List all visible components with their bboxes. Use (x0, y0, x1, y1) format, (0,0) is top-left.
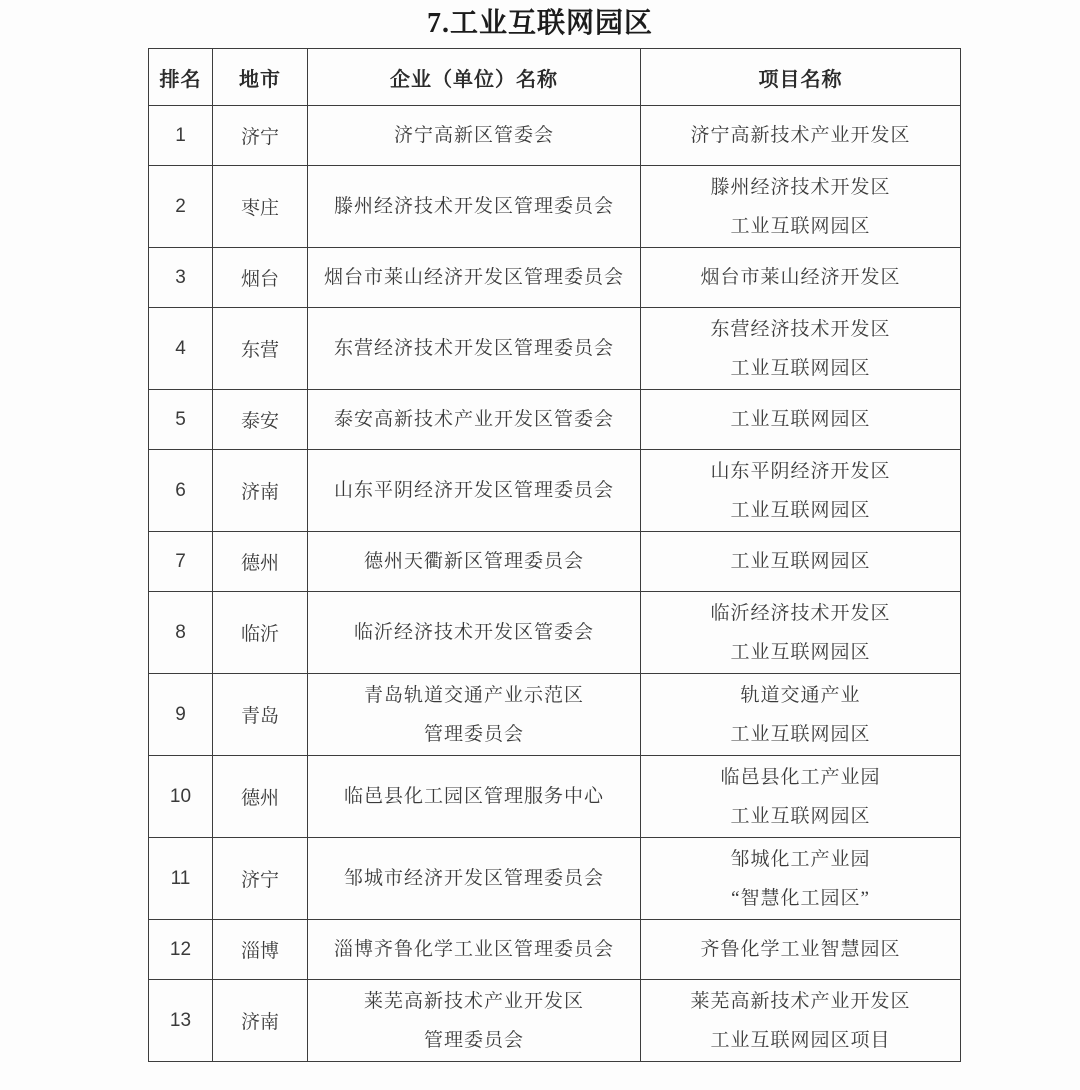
city-cell: 济宁 (213, 106, 308, 166)
company-cell-line: 山东平阴经济开发区管理委员会 (333, 480, 614, 501)
rank-cell: 13 (149, 980, 213, 1062)
project-cell (641, 592, 961, 674)
project-cell-line: 工业互联网园区 (730, 409, 871, 430)
project-cell-line: 山东平阴经济开发区 (710, 460, 891, 482)
project-cell (641, 920, 961, 980)
project-cell (641, 166, 961, 248)
table-row (149, 920, 961, 980)
company-cell (308, 980, 641, 1062)
project-cell (641, 248, 961, 308)
page-title: 7.工业互联网园区 (426, 8, 653, 39)
header-project: 项目名称 (641, 49, 961, 106)
table-row (149, 980, 961, 1062)
company-cell (308, 532, 641, 592)
company-cell-line: 临沂经济技术开发区管委会 (353, 622, 594, 643)
company-cell (308, 920, 641, 980)
project-cell-line: 工业互联网园区项目 (710, 1029, 891, 1051)
table-row (149, 532, 961, 592)
rank-cell: 3 (149, 248, 213, 308)
rank-cell: 8 (149, 592, 213, 674)
project-cell-line: 工业互联网园区 (730, 215, 871, 237)
company-cell (308, 592, 641, 674)
company-cell-line: 东营经济技术开发区管理委员会 (333, 338, 614, 359)
table-header (149, 49, 961, 106)
header-rank: 排名 (149, 49, 213, 106)
project-cell (641, 450, 961, 532)
table-row (149, 106, 961, 166)
city-cell: 济宁 (213, 838, 308, 920)
project-cell (641, 980, 961, 1062)
city-cell: 烟台 (213, 248, 308, 308)
company-cell-line: 德州天衢新区管理委员会 (363, 551, 584, 572)
city-cell: 青岛 (213, 674, 308, 756)
company-cell (308, 756, 641, 838)
rank-cell: 9 (149, 674, 213, 756)
company-cell-line: 邹城市经济开发区管理委员会 (343, 868, 604, 889)
rank-cell: 1 (149, 106, 213, 166)
ranking-table (148, 48, 961, 1062)
header-row (149, 49, 961, 106)
project-cell-line: “智慧化工园区” (731, 887, 870, 909)
project-cell-line: 滕州经济技术开发区 (710, 176, 891, 198)
company-cell (308, 248, 641, 308)
rank-cell: 4 (149, 308, 213, 390)
city-cell: 枣庄 (213, 166, 308, 248)
project-cell (641, 756, 961, 838)
ranking-table-wrap (148, 48, 960, 1062)
table-row (149, 308, 961, 390)
company-cell (308, 674, 641, 756)
project-cell (641, 838, 961, 920)
company-cell (308, 838, 641, 920)
project-cell (641, 106, 961, 166)
rank-cell: 5 (149, 390, 213, 450)
company-cell-line: 滕州经济技术开发区管理委员会 (333, 196, 614, 217)
city-cell: 泰安 (213, 390, 308, 450)
city-cell: 淄博 (213, 920, 308, 980)
company-cell-line: 莱芜高新技术产业开发区 (363, 990, 584, 1012)
project-cell-line: 临邑县化工产业园 (720, 766, 881, 788)
company-cell-line: 淄博齐鲁化学工业区管理委员会 (333, 939, 614, 960)
project-cell-line: 工业互联网园区 (730, 641, 871, 663)
table-row (149, 674, 961, 756)
city-cell: 济南 (213, 980, 308, 1062)
rank-cell: 6 (149, 450, 213, 532)
header-city: 地市 (213, 49, 308, 106)
table-row (149, 166, 961, 248)
project-cell-line: 工业互联网园区 (730, 805, 871, 827)
project-cell-line: 邹城化工产业园 (730, 848, 871, 870)
rank-cell: 2 (149, 166, 213, 248)
table-row (149, 390, 961, 450)
company-cell-line: 泰安高新技术产业开发区管委会 (333, 409, 614, 430)
project-cell-line: 工业互联网园区 (730, 551, 871, 572)
project-cell-line: 齐鲁化学工业智慧园区 (700, 939, 901, 960)
rank-cell: 10 (149, 756, 213, 838)
company-cell (308, 166, 641, 248)
project-cell-line: 工业互联网园区 (730, 723, 871, 745)
city-cell: 德州 (213, 532, 308, 592)
table-row (149, 450, 961, 532)
table-row (149, 248, 961, 308)
project-cell-line: 东营经济技术开发区 (710, 318, 891, 340)
rank-cell: 11 (149, 838, 213, 920)
project-cell-line: 工业互联网园区 (730, 499, 871, 521)
city-cell: 临沂 (213, 592, 308, 674)
company-cell (308, 450, 641, 532)
rank-cell: 12 (149, 920, 213, 980)
city-cell: 德州 (213, 756, 308, 838)
project-cell-line: 工业互联网园区 (730, 357, 871, 379)
company-cell-line: 济宁高新区管委会 (393, 125, 554, 146)
project-cell (641, 674, 961, 756)
project-cell (641, 532, 961, 592)
city-cell: 济南 (213, 450, 308, 532)
table-row (149, 756, 961, 838)
table-row (149, 592, 961, 674)
company-cell-line: 烟台市莱山经济开发区管理委员会 (323, 267, 624, 288)
company-cell (308, 390, 641, 450)
header-company: 企业（单位）名称 (308, 49, 641, 106)
project-cell-line: 烟台市莱山经济开发区 (700, 267, 901, 288)
project-cell (641, 308, 961, 390)
project-cell-line: 轨道交通产业 (740, 684, 861, 706)
project-cell (641, 390, 961, 450)
company-cell (308, 308, 641, 390)
company-cell-line: 青岛轨道交通产业示范区 (363, 684, 584, 706)
project-cell-line: 济宁高新技术产业开发区 (690, 125, 911, 146)
project-cell-line: 临沂经济技术开发区 (710, 602, 891, 624)
rank-cell: 7 (149, 532, 213, 592)
city-cell: 东营 (213, 308, 308, 390)
company-cell-line: 临邑县化工园区管理服务中心 (343, 786, 604, 807)
project-cell-line: 莱芜高新技术产业开发区 (690, 990, 911, 1012)
company-cell-line: 管理委员会 (423, 1029, 524, 1051)
company-cell (308, 106, 641, 166)
table-row (149, 838, 961, 920)
company-cell-line: 管理委员会 (423, 723, 524, 745)
table-body (149, 106, 961, 1062)
